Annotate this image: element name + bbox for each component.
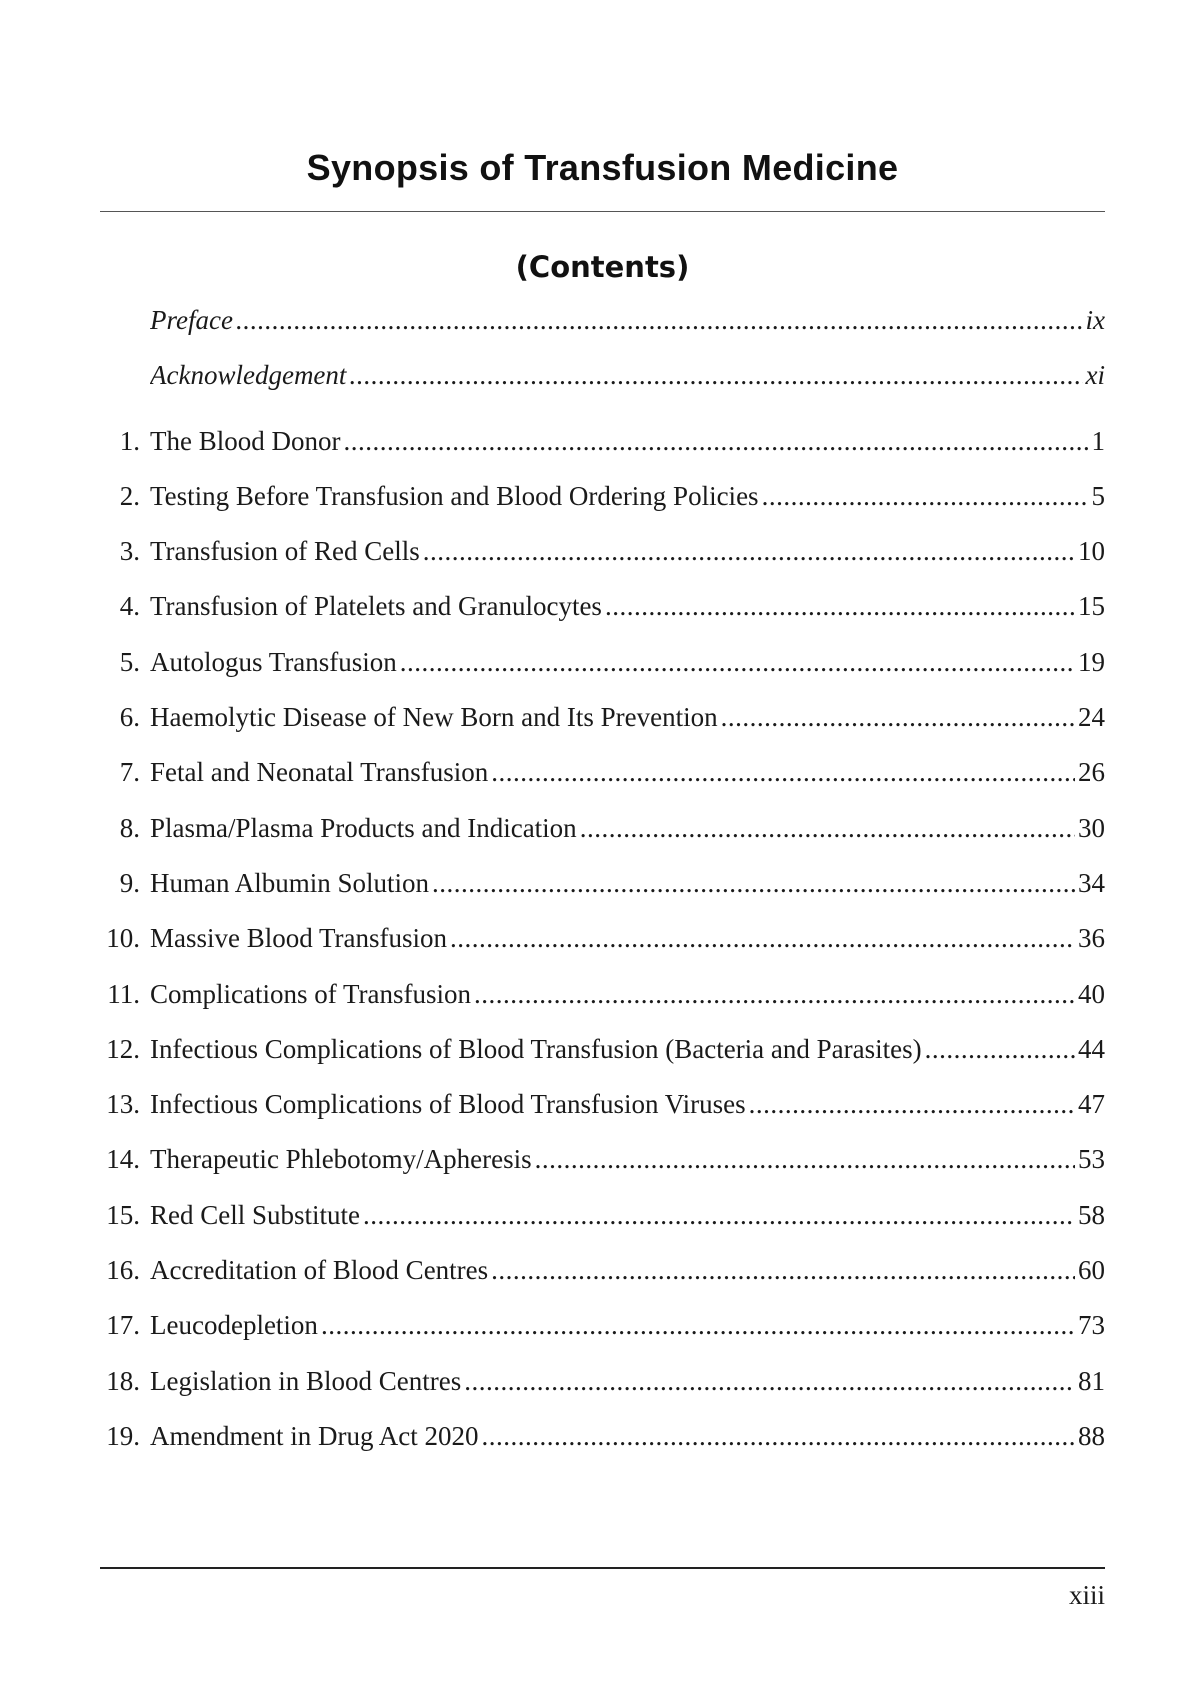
dot-leader [343, 426, 1088, 457]
toc-entry-page: 24 [1078, 702, 1105, 733]
dot-leader [432, 868, 1075, 899]
toc-entry-title: Autologus Transfusion [150, 646, 397, 677]
toc-entry-title: Legislation in Blood Centres [150, 1365, 462, 1396]
dot-leader [363, 1200, 1075, 1231]
toc-entry-page: 19 [1078, 646, 1105, 677]
dot-leader [236, 305, 1083, 336]
toc-entry [0, 702, 1200, 757]
dot-leader [481, 1421, 1075, 1452]
toc-entry-number: 6. [119, 702, 140, 733]
toc-entry-page: 10 [1078, 536, 1105, 567]
toc-entry-title: Preface [150, 305, 233, 335]
toc-entry-page: 40 [1078, 978, 1105, 1009]
toc-entry-number: 5. [119, 646, 140, 677]
toc-entry-title: Human Albumin Solution [150, 867, 430, 898]
toc-entry-number: 14. [106, 1144, 140, 1175]
toc-entry [0, 1366, 1200, 1421]
dot-leader [721, 702, 1075, 733]
contents-heading: (Contents) [515, 250, 690, 284]
toc-entry-number: 13. [106, 1089, 140, 1120]
title-rule [100, 211, 1105, 212]
page-number: xiii [1068, 1580, 1105, 1610]
toc-entry-title: Infectious Complications of Blood Transfusion (Bacteria and Parasites) [150, 1033, 922, 1064]
toc-entry-page: 36 [1078, 923, 1105, 954]
toc-entry-page: 60 [1078, 1255, 1105, 1286]
toc-entry-number: 8. [119, 812, 140, 843]
toc-entry [0, 1310, 1200, 1365]
toc-entry-title: Leucodepletion [150, 1310, 318, 1341]
toc-entry [0, 1421, 1200, 1476]
toc-entry-number: 16. [106, 1255, 140, 1286]
toc-entry-page: 58 [1078, 1199, 1105, 1230]
footer-rule [100, 1567, 1105, 1569]
dot-leader [474, 979, 1075, 1010]
toc-entry-number: 2. [119, 480, 140, 511]
dot-leader [450, 923, 1075, 954]
toc-entry [0, 1200, 1200, 1255]
toc-entry-title: Therapeutic Phlebotomy/Apheresis [150, 1144, 532, 1175]
dot-leader [762, 481, 1089, 512]
dot-leader [605, 591, 1075, 622]
toc-entry-page: 26 [1078, 757, 1105, 788]
toc-entry [0, 647, 1200, 702]
toc-entry-page: 88 [1078, 1420, 1105, 1451]
toc-entry-title: Red Cell Substitute [150, 1199, 361, 1230]
toc-entry [0, 1034, 1200, 1089]
dot-leader [580, 813, 1075, 844]
toc-entry-page: 73 [1078, 1310, 1105, 1341]
toc-entry-number: 17. [106, 1310, 140, 1341]
toc-entry [0, 1089, 1200, 1144]
toc-entry-title: Infectious Complications of Blood Transfusion Viruses [150, 1089, 746, 1120]
toc-entry [0, 1255, 1200, 1310]
toc-entry-number: 3. [119, 536, 140, 567]
toc-entry [0, 481, 1200, 536]
toc-entry-title: Transfusion of Red Cells [150, 536, 420, 567]
toc-entry [0, 868, 1200, 923]
toc-entry-page: 34 [1078, 867, 1105, 898]
toc-entry-title: Transfusion of Platelets and Granulocytes [150, 591, 602, 622]
toc-entry-number: 15. [106, 1199, 140, 1230]
toc-entry-number: 19. [106, 1420, 140, 1451]
toc-entry-page: 47 [1078, 1089, 1105, 1120]
toc-entry-page: 15 [1078, 591, 1105, 622]
toc-entry-title: Massive Blood Transfusion [150, 923, 448, 954]
toc-entry-page: 53 [1078, 1144, 1105, 1175]
dot-leader [491, 757, 1075, 788]
toc-entry-acknowledgement [0, 360, 1200, 415]
dot-leader [491, 1255, 1075, 1286]
toc-entry-number: 9. [119, 867, 140, 898]
toc-entry-title: Acknowledgement [150, 360, 347, 391]
table-of-contents [0, 305, 1200, 1476]
toc-entry [0, 979, 1200, 1034]
dot-leader [464, 1366, 1075, 1397]
toc-entry-title: Amendment in Drug Act 2020 [150, 1420, 479, 1451]
dot-leader [423, 536, 1075, 567]
dot-leader [349, 360, 1082, 391]
dot-leader [321, 1310, 1075, 1341]
toc-entry [0, 813, 1200, 868]
toc-entry-page: 44 [1078, 1033, 1105, 1064]
toc-entry-title: Complications of Transfusion [150, 978, 472, 1009]
toc-entry-number: 1. [119, 425, 140, 456]
toc-entry-page: 1 [1091, 425, 1105, 456]
toc-entry-page: 81 [1078, 1365, 1105, 1396]
toc-entry [0, 1144, 1200, 1199]
toc-entry-title: The Blood Donor [150, 425, 341, 456]
toc-entry-page: 30 [1078, 812, 1105, 843]
toc-entry-number: 11. [107, 978, 140, 1009]
toc-entry-preface [0, 305, 1200, 360]
toc-entry-page: ix [1085, 305, 1105, 335]
toc-entry-number: 12. [106, 1033, 140, 1064]
toc-entry-title: Accreditation of Blood Centres [150, 1255, 489, 1286]
dot-leader [400, 647, 1075, 678]
toc-entry [0, 591, 1200, 646]
toc-entry [0, 923, 1200, 978]
toc-entry [0, 757, 1200, 812]
dot-leader [749, 1089, 1075, 1120]
toc-entry-number: 4. [119, 591, 140, 622]
toc-entry-page: 5 [1091, 480, 1105, 511]
toc-entry-title: Plasma/Plasma Products and Indication [150, 812, 577, 843]
toc-entry-number: 10. [106, 923, 140, 954]
toc-entry-title: Haemolytic Disease of New Born and Its Prevention [150, 702, 718, 733]
toc-entry-title: Testing Before Transfusion and Blood Ordering Policies [150, 480, 759, 511]
book-title: Synopsis of Transfusion Medicine [306, 147, 899, 188]
dot-leader [925, 1034, 1075, 1065]
toc-entry [0, 426, 1200, 481]
toc-entry-number: 18. [106, 1365, 140, 1396]
dot-leader [535, 1144, 1075, 1175]
toc-entry-number: 7. [119, 757, 140, 788]
toc-entry [0, 536, 1200, 591]
toc-entry-title: Fetal and Neonatal Transfusion [150, 757, 489, 788]
toc-entry-page: xi [1085, 360, 1105, 391]
